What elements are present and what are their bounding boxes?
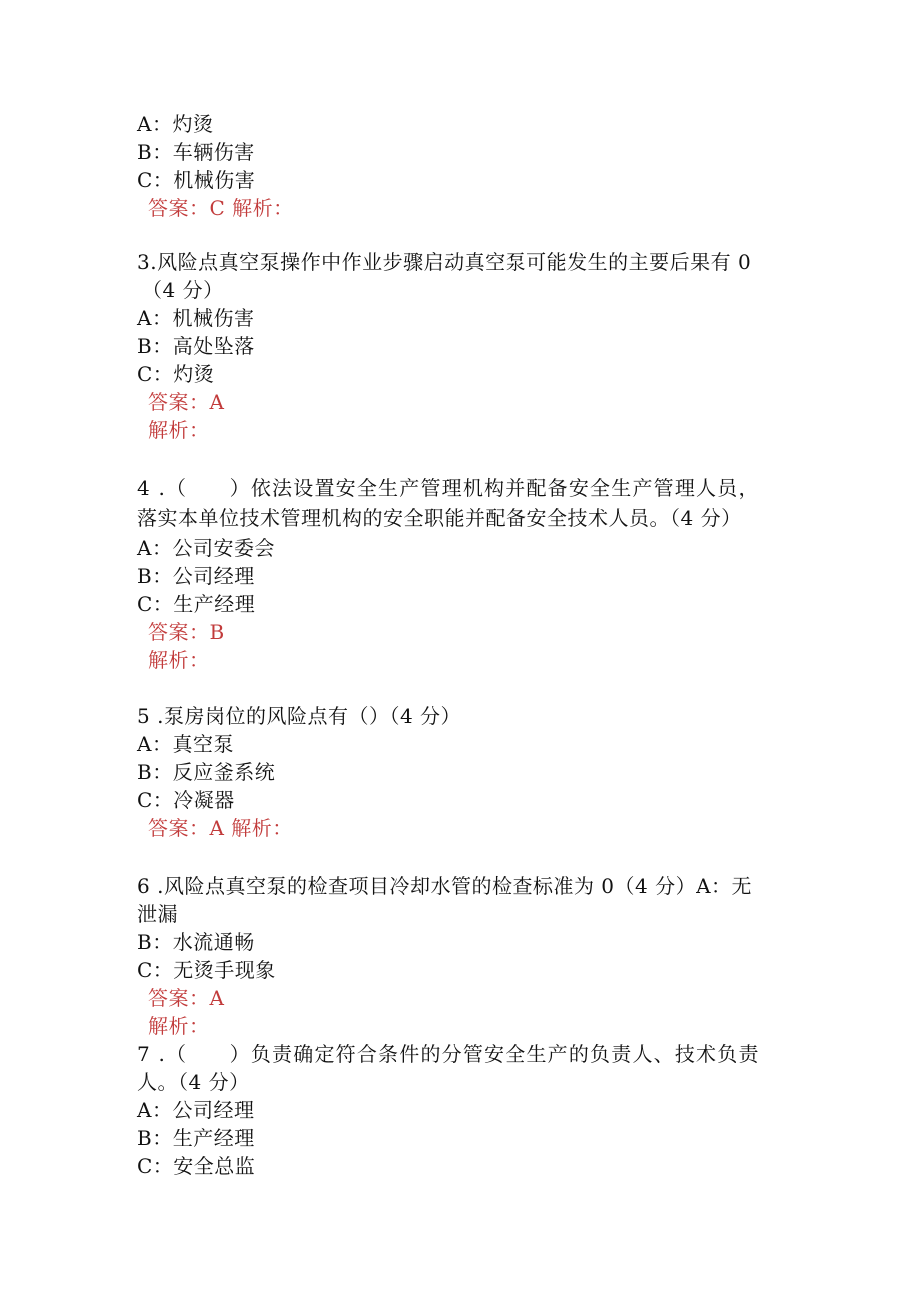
q6-answer: 答案：A — [148, 986, 225, 1010]
q4-option-c: C：生产经理 — [137, 592, 256, 616]
q7-question: 7 .（ ）负责确定符合条件的分管安全生产的负责人、技术负责 — [137, 1042, 760, 1066]
q3-option-b: B：高处坠落 — [137, 334, 255, 358]
q4-question-cont: 落实本单位技术管理机构的安全职能并配备安全技术人员。（4 分） — [137, 506, 742, 530]
q3-answer: 答案：A — [148, 390, 225, 414]
q2-option-c: C：机械伤害 — [137, 168, 256, 192]
q2-option-a: A：灼烫 — [137, 112, 214, 136]
q4-answer: 答案：B — [148, 620, 225, 644]
q6-option-c: C：无烫手现象 — [137, 958, 276, 982]
q4-option-a: A：公司安委会 — [137, 536, 275, 560]
q5-option-c: C：冷凝器 — [137, 788, 235, 812]
q6-question-cont: 泄漏 — [137, 902, 178, 926]
q2-option-b: B：车辆伤害 — [137, 140, 255, 164]
q4-question: 4 .（ ）依法设置安全生产管理机构并配备安全生产管理人员， — [137, 476, 760, 500]
q3-option-a: A：机械伤害 — [137, 306, 255, 330]
q3-analysis: 解析： — [148, 418, 210, 442]
q3-option-c: C：灼烫 — [137, 362, 215, 386]
q7-option-c: C：安全总监 — [137, 1154, 256, 1178]
q5-option-a: A：真空泵 — [137, 732, 234, 756]
q3-question: 3.风险点真空泵操作中作业步骤启动真空泵可能发生的主要后果有 0 — [137, 250, 752, 274]
q5-option-b: B：反应釜系统 — [137, 760, 276, 784]
q7-option-a: A：公司经理 — [137, 1098, 255, 1122]
q4-analysis: 解析： — [148, 648, 210, 672]
q6-option-b: B：水流通畅 — [137, 930, 255, 954]
q2-answer: 答案：C 解析： — [148, 196, 294, 220]
q3-question-cont: （4 分） — [142, 278, 224, 302]
q7-question-cont: 人。（4 分） — [137, 1070, 250, 1094]
q5-question: 5 .泵房岗位的风险点有（）（4 分） — [137, 704, 462, 728]
q7-option-b: B：生产经理 — [137, 1126, 255, 1150]
q6-question: 6 .风险点真空泵的检查项目冷却水管的检查标准为 0（4 分）A：无 — [137, 874, 753, 898]
q4-option-b: B：公司经理 — [137, 564, 255, 588]
q5-answer: 答案：A 解析： — [148, 816, 293, 840]
q6-analysis: 解析： — [148, 1014, 210, 1038]
